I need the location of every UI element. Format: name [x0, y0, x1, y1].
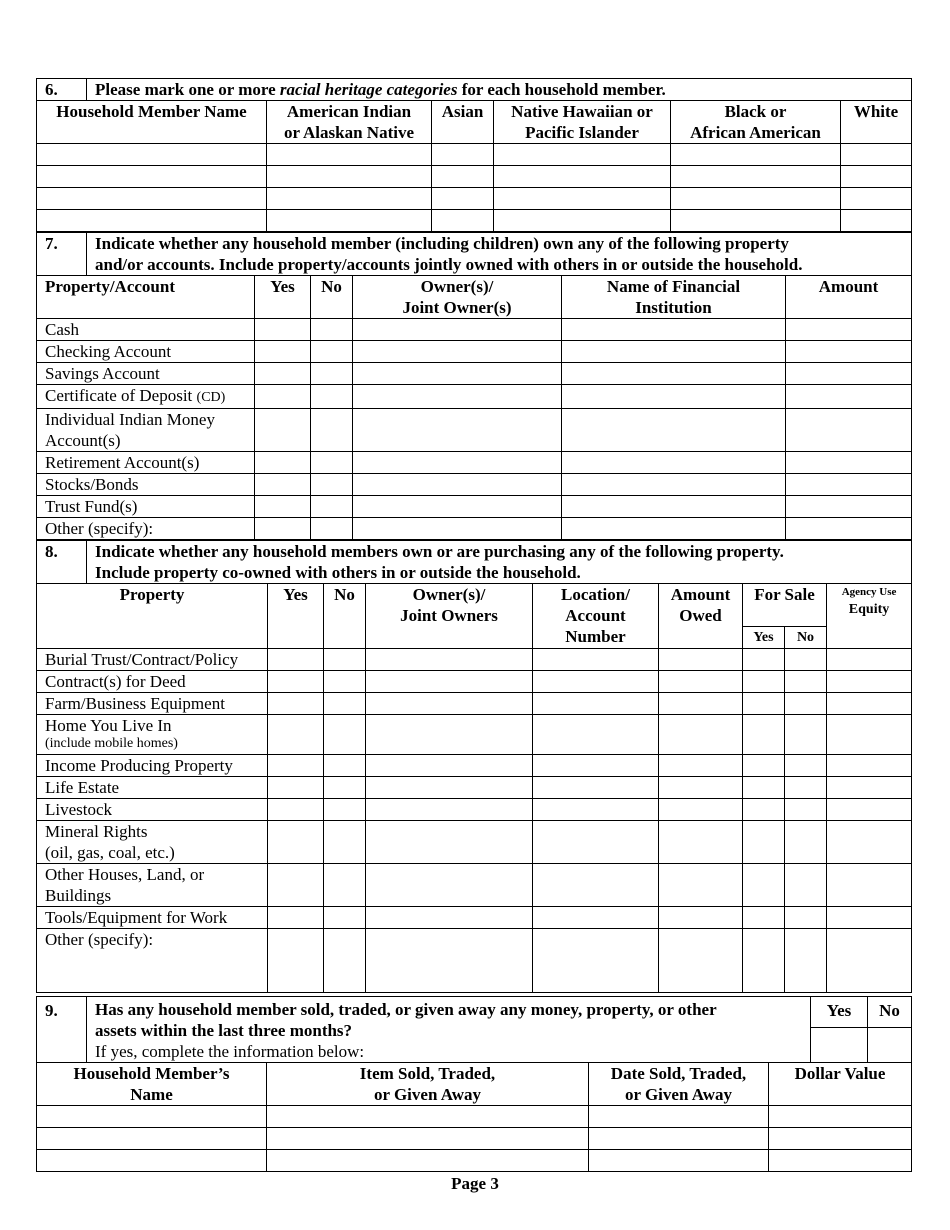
section-9-yes-label: Yes: [811, 997, 868, 1028]
header-agency-use-equity: Agency Use Equity: [827, 584, 912, 649]
table-row[interactable]: [37, 1106, 912, 1128]
row-label: Contract(s) for Deed: [37, 671, 268, 693]
page-number: Page 3: [451, 1174, 499, 1193]
header-household-members-name: Household Member’s Name: [37, 1063, 267, 1106]
section-6-number: 6.: [37, 79, 87, 101]
section-9-no-box[interactable]: [868, 1028, 912, 1063]
header-no: No: [311, 276, 353, 319]
section-9-prompt: Has any household member sold, traded, or given away any money, property, or other assets within the last three months? If yes, complete the information below:: [87, 997, 811, 1063]
header-amount: Amount: [786, 276, 912, 319]
table-row[interactable]: [37, 518, 912, 540]
section-9-yes-box[interactable]: [811, 1028, 868, 1063]
header-no: No: [324, 584, 366, 649]
header-for-sale-no: No: [785, 627, 827, 649]
header-owners: Owner(s)/ Joint Owner(s): [353, 276, 562, 319]
section-9-number: 9.: [37, 997, 87, 1063]
table-row[interactable]: [37, 166, 912, 188]
header-dollar-value: Dollar Value: [769, 1063, 912, 1106]
header-yes: Yes: [255, 276, 311, 319]
row-label: Burial Trust/Contract/Policy: [37, 649, 268, 671]
table-row[interactable]: [37, 474, 912, 496]
table-row[interactable]: [37, 821, 912, 864]
table-row[interactable]: [37, 385, 912, 409]
row-label: Mineral Rights (oil, gas, coal, etc.): [37, 821, 268, 864]
table-row[interactable]: [37, 452, 912, 474]
table-row[interactable]: [37, 144, 912, 166]
section-9-no-label: No: [868, 997, 912, 1028]
row-label: Other (specify):: [37, 518, 255, 540]
table-row[interactable]: [37, 319, 912, 341]
header-location-account-number: Location/ Account Number: [533, 584, 659, 649]
table-row[interactable]: [37, 755, 912, 777]
row-label: Certificate of Deposit (CD): [37, 385, 255, 409]
header-black: Black or African American: [671, 101, 841, 144]
section-8-table: [36, 540, 912, 993]
table-row[interactable]: [37, 409, 912, 452]
row-label: Life Estate: [37, 777, 268, 799]
header-date-sold: Date Sold, Traded, or Given Away: [589, 1063, 769, 1106]
section-8-prompt: Indicate whether any household members own or are purchasing any of the following property. Include property co-owned with others in or outside the household.: [87, 541, 912, 584]
header-item-sold: Item Sold, Traded, or Given Away: [267, 1063, 589, 1106]
table-row[interactable]: [37, 777, 912, 799]
row-label: Livestock: [37, 799, 268, 821]
section-7-number: 7.: [37, 233, 87, 276]
header-american-indian: American Indian or Alaskan Native: [267, 101, 432, 144]
row-label: Cash: [37, 319, 255, 341]
table-row[interactable]: [37, 929, 912, 993]
table-row[interactable]: [37, 341, 912, 363]
table-row[interactable]: [37, 496, 912, 518]
header-yes: Yes: [268, 584, 324, 649]
header-amount-owed: Amount Owed: [659, 584, 743, 649]
header-native-hawaiian: Native Hawaiian or Pacific Islander: [494, 101, 671, 144]
section-7-prompt: Indicate whether any household member (including children) own any of the following property and/or accounts. Include property/accounts jointly owned with others in or outside the household.: [87, 233, 912, 276]
section-6-table: [36, 78, 912, 232]
table-row[interactable]: [37, 1150, 912, 1172]
row-label: Individual Indian Money Account(s): [37, 409, 255, 452]
table-row[interactable]: [37, 864, 912, 907]
row-label: Savings Account: [37, 363, 255, 385]
table-row[interactable]: [37, 363, 912, 385]
header-property-account: Property/Account: [37, 276, 255, 319]
table-row[interactable]: [37, 907, 912, 929]
table-row[interactable]: [37, 693, 912, 715]
table-row[interactable]: [37, 671, 912, 693]
header-for-sale-yes: Yes: [743, 627, 785, 649]
header-asian: Asian: [432, 101, 494, 144]
table-row[interactable]: [37, 210, 912, 232]
section-6-prompt: Please mark one or more racial heritage categories for each household member.: [87, 79, 912, 101]
section-8-number: 8.: [37, 541, 87, 584]
header-owners: Owner(s)/ Joint Owners: [366, 584, 533, 649]
row-label: Farm/Business Equipment: [37, 693, 268, 715]
header-white: White: [841, 101, 912, 144]
table-row[interactable]: [37, 715, 912, 755]
table-row[interactable]: [37, 799, 912, 821]
row-label: Other (specify):: [37, 929, 268, 993]
table-row[interactable]: [37, 649, 912, 671]
header-household-member-name: Household Member Name: [37, 101, 267, 144]
row-label: Retirement Account(s): [37, 452, 255, 474]
header-for-sale: For Sale: [743, 584, 827, 627]
row-label: Income Producing Property: [37, 755, 268, 777]
table-row[interactable]: [37, 1128, 912, 1150]
row-label: Other Houses, Land, or Buildings: [37, 864, 268, 907]
section-7-table: [36, 232, 912, 540]
header-property: Property: [37, 584, 268, 649]
header-financial-institution: Name of Financial Institution: [562, 276, 786, 319]
row-label: Stocks/Bonds: [37, 474, 255, 496]
row-label: Checking Account: [37, 341, 255, 363]
section-9-table: [36, 996, 912, 1172]
row-label: Tools/Equipment for Work: [37, 907, 268, 929]
row-label: Home You Live In (include mobile homes): [37, 715, 268, 755]
table-row[interactable]: [37, 188, 912, 210]
row-label: Trust Fund(s): [37, 496, 255, 518]
